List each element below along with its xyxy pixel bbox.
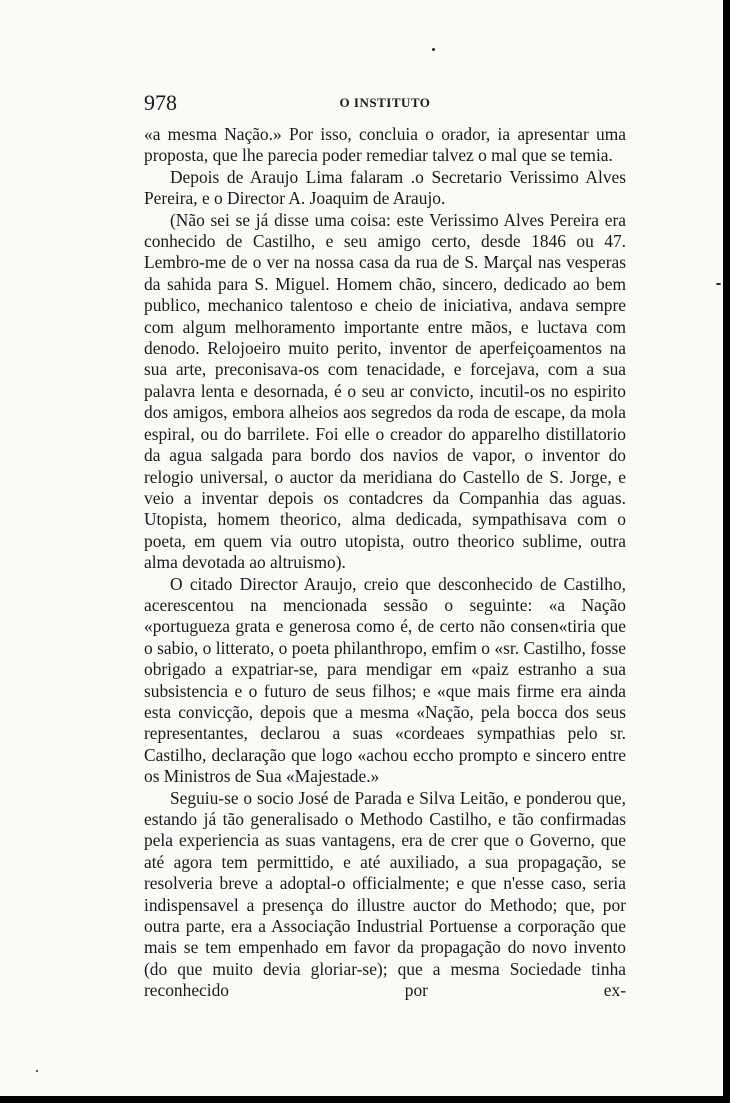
running-title: O INSTITUTO (339, 95, 431, 110)
ink-speck-top (432, 48, 435, 51)
paragraph-2: Depois de Araujo Lima falaram .o Secretario Verissimo Alves Pereira, e o Director A. Joaquim de Araujo. (144, 166, 626, 209)
page-header (144, 90, 626, 118)
page-number: 978 (144, 90, 177, 115)
body-text (144, 124, 626, 1002)
paragraph-5: Seguiu-se o socio José de Parada e Silva Leitão, e ponderou que, estando já tão generalisado o Methodo Castilho, e tão confirmadas pela experiencia as suas vantagens, era de crer que o Governo, que até agora tem permittido, e até auxiliado, a sua propagação, se resolveria breve a adoptal-o officialmente; e que n'esse caso, seria indispensavel a presença do illustre auctor do Methodo; que, por outra parte, era a Associação Industrial Portuense a corporação que mais se tem empenhado em favor da propagação do novo invento (do que muito devia gloriar-se); que a mesma Sociedade tinha reconhecido por ex- (144, 787, 626, 1001)
paragraph-4: O citado Director Araujo, creio que desconhecido de Castilho, acerescentou na mencionada sessão o seguinte: «a Nação «portugueza grata e generosa como é, de certo não consen«tiria que o sabio, o litterato, o poeta philanthropo, emfim o «sr. Castilho, fosse obrigado a expatriar-se, para mendigar em «paiz estranho a sua subsistencia e o futuro de seus filhos; e «que mais firme era ainda esta convicção, depois que a mesma «Nação, pela bocca dos seus representantes, declarou a suas «cordeaes sympathias pelo sr. Castilho, declaração que logo «achou eccho prompto e sincero entre os Ministros de Sua «Majestade.» (144, 573, 626, 787)
paragraph-3: (Não sei se já disse uma coisa: este Verissimo Alves Pereira era conhecido de Castilho, e seu amigo certo, desde 1846 ou 47. Lembro-me de o ver na nossa casa da rua de S. Marçal nas vesperas da sahida para S. Miguel. Homem chão, sincero, dedicado ao bem publico, mechanico talentoso e cheio de iniciativa, andava sempre com algum melhoramento importante entre mãos, e luctava com denodo. Relojoeiro muito perito, inventor de aperfeiçoamentos na sua arte, preconisava-os com tenacidade, e forcejava, com a sua palavra lenta e desornada, é o seu ar convicto, incutil-os no espirito dos amigos, embora alheios aos segredos da roda de escape, da mola espiral, ou do barrilete. Foi elle o creador do apparelho distillatorio da agua salgada para bordo dos navios de vapor, o inventor do relogio universal, o auctor da meridiana do Castello de S. Jorge, e veio a inventar depois os contadcres da Companhia das aguas. Utopista, homem theorico, alma dedicada, sympathisava com o poeta, em quem via outro utopista, outro theorico sublime, outra alma devotada ao altruismo). (144, 209, 626, 573)
ink-speck-bottom-left (36, 1070, 38, 1072)
paragraph-1: «a mesma Nação.» Por isso, concluia o orador, ia apresentar uma proposta, que lhe parecia poder remediar talvez o mal que se temia. (144, 124, 626, 166)
ink-speck-right-margin (716, 283, 721, 285)
